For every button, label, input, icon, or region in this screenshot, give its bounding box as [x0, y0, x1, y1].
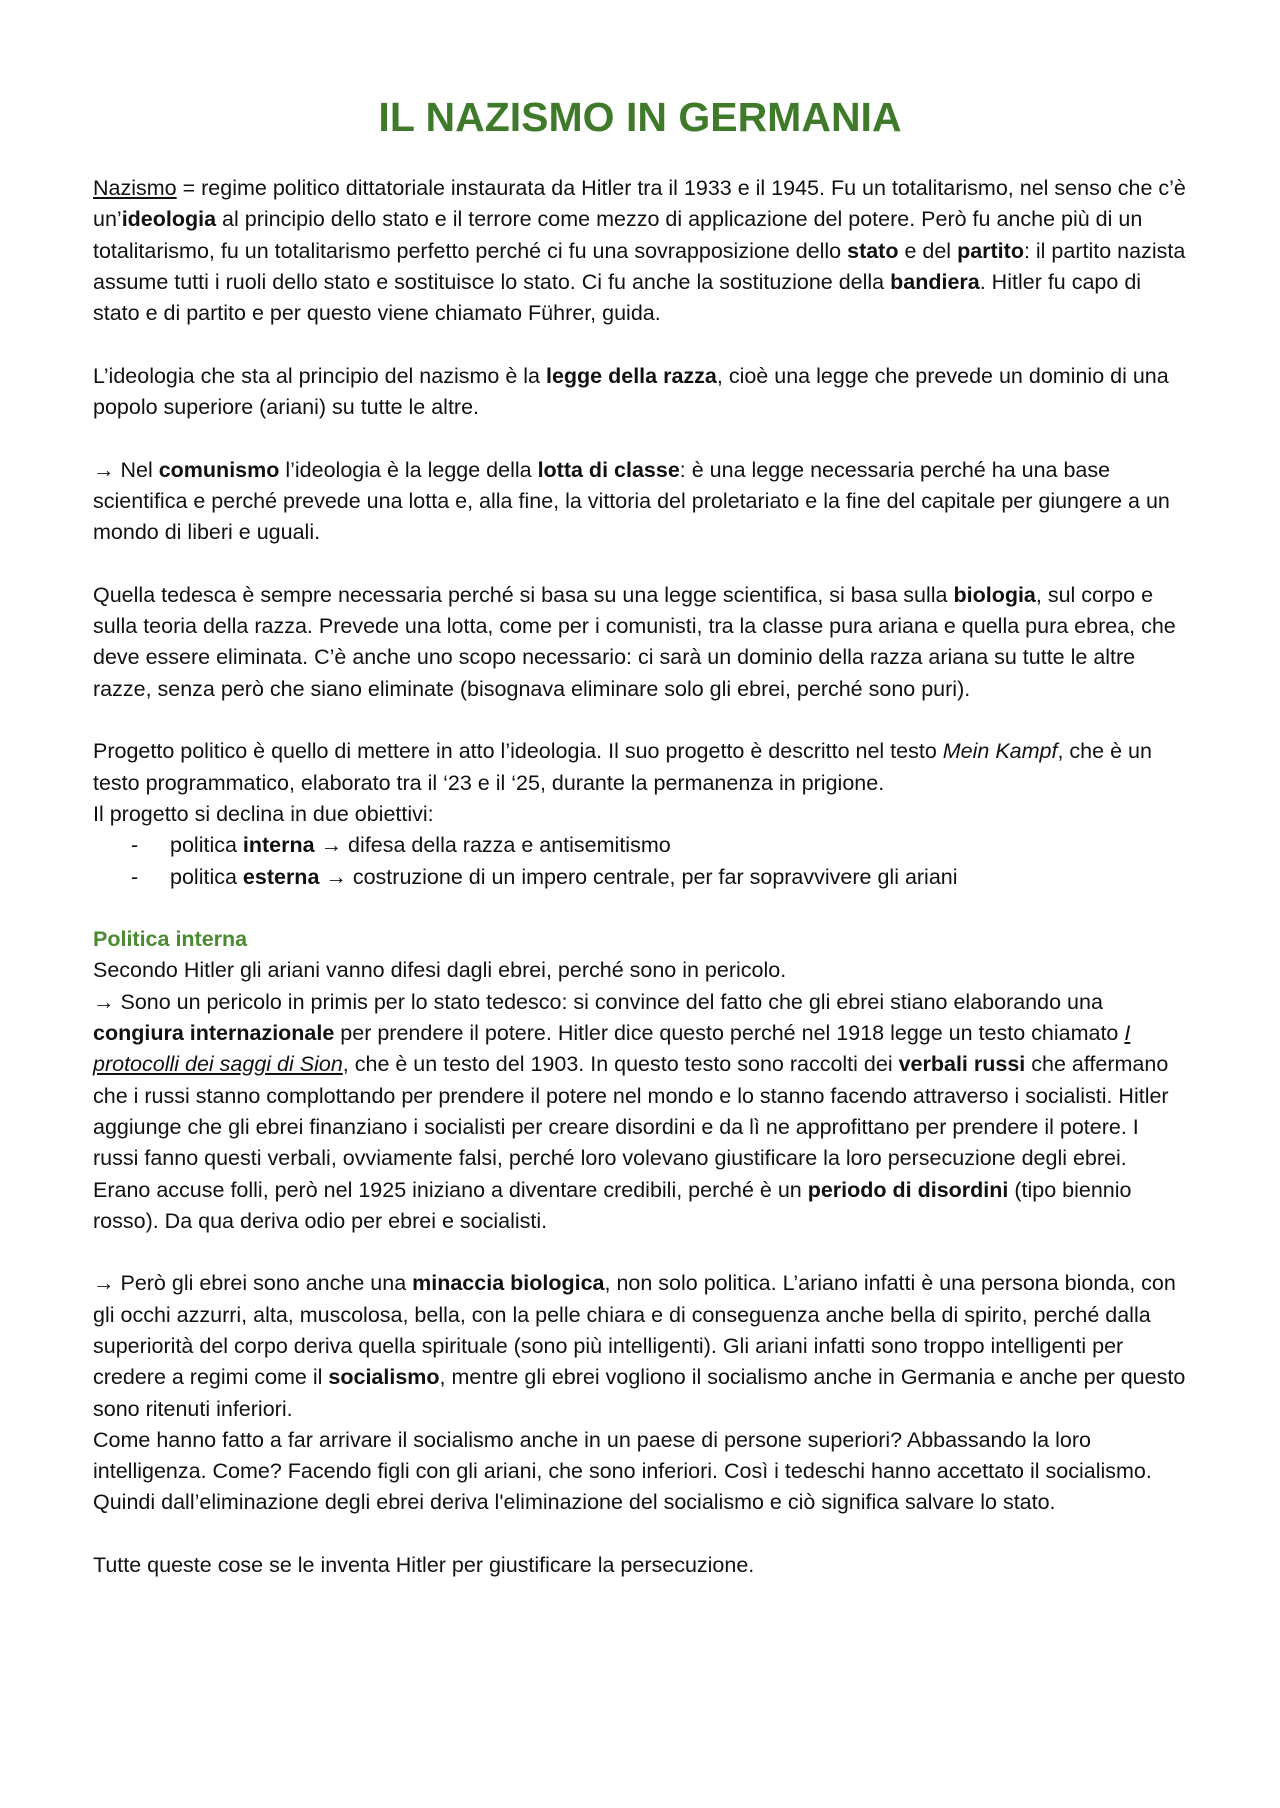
paragraph-definition [93, 173, 1187, 329]
bold-verbali-russi: verbali russi [898, 1052, 1026, 1077]
text-run: per prendere il potere. Hitler dice questo perché nel 1918 legge un testo chiamato [334, 1021, 1125, 1046]
text-run: (tipo biennio rosso). Da qua deriva odio per ebrei e socialisti. [93, 1177, 1132, 1233]
text-run: , che è un testo programmatico, elaborato tra il ‘23 e il ‘25, durante la permanenza in prigione. [93, 739, 1152, 795]
paragraph-tedesca [93, 580, 1187, 705]
italic-mein-kampf: Mein Kampf [942, 739, 1058, 764]
bullet-dash: - [131, 833, 139, 858]
paragraph-minaccia [93, 1268, 1187, 1424]
bold-periodo-di-disordini: periodo di disordini [807, 1177, 1009, 1202]
bold-comunismo: comunismo [158, 457, 280, 482]
text-run: Progetto politico è quello di mettere in atto l’ideologia. Il suo progetto è descritto nel testo [93, 739, 943, 764]
text-run: L’ideologia che sta al principio del nazismo è la [93, 363, 546, 388]
text-run: Quella tedesca è sempre necessaria perché si basa su una legge scientifica, si basa sulla [93, 582, 954, 607]
text-run: = regime politico dittatoriale instaurata da Hitler tra il 1933 e il 1945. Fu un totalitarismo, nel senso che c’è un’ [93, 176, 1186, 232]
text-run: : è una legge necessaria perché ha una base scientifica e perché prevede una lotta e, alla fine, la vittoria del proletariato e la fine del capitale per giungere a un mondo di liberi e uguali. [93, 457, 1170, 545]
paragraph-socialismo: Come hanno fatto a far arrivare il socialismo anche in un paese di persone superiori? Abbassando la loro intelligenza. Come? Facendo figli con gli ariani, che sono inferiori. Così i tedeschi hanno accettato il socialismo. Quindi dall’eliminazione degli ebrei deriva l'eliminazione del socialismo e ciò significa salvare lo stato. [93, 1427, 1152, 1515]
bold-bandiera: bandiera [890, 269, 980, 294]
bold-biologia: biologia [953, 582, 1036, 607]
text-run: → Nel [93, 457, 159, 482]
document-body [93, 173, 1187, 1581]
paragraph-ideologia [93, 361, 1187, 424]
text-run: , cioè una legge che prevede un dominio di una popolo superiore (ariani) su tutte le altre. [93, 363, 1169, 420]
term-nazismo: Nazismo [93, 176, 177, 200]
objectives-list [93, 830, 1187, 893]
text-run: politica [170, 864, 243, 889]
page-title: IL NAZISMO IN GERMANIA [378, 94, 902, 140]
text-run: , che è un testo del 1903. In questo testo sono raccolti dei [342, 1052, 899, 1077]
bold-lotta-di-classe: lotta di classe [537, 457, 680, 482]
text-run: l’ideologia è la legge della [279, 457, 538, 482]
bold-stato: stato [847, 238, 899, 263]
text-run: → Però gli ebrei sono anche una [93, 1271, 413, 1296]
text-run: al principio dello stato e il terrore come mezzo di applicazione del potere. Però fu anche più di un totalitarismo, fu un totalitarismo perfetto perché ci fu una sovrapposizione dello [93, 207, 1143, 263]
text-run: che affermano che i russi stanno complottando per prendere il potere nel mondo e lo stanno facendo attraverso i socialisti. Hitler aggiunge che gli ebrei finanziano i socialisti per creare disordini e da lì ne approfittano per prendere il potere. I russi fanno questi verbali, ovviamente falsi, perché loro volevano giustificare la loro persecuzione degli ebrei. [93, 1052, 1169, 1171]
bold-socialismo: socialismo [328, 1365, 440, 1390]
paragraph-accuse [93, 1175, 1187, 1238]
bold-partito: partito [957, 238, 1024, 263]
text-run: → Sono un pericolo in primis per lo stato tedesco: si convince del fatto che gli ebrei stiano elaborando una [93, 989, 1103, 1014]
bold-ideologia: ideologia [121, 207, 217, 232]
bold-esterna: esterna [242, 864, 320, 889]
paragraph-obiettivi: Il progetto si declina in due obiettivi: [93, 801, 434, 826]
text-run: : il partito nazista assume tutti i ruoli dello stato e sostituisce lo stato. Ci fu anche la sostituzione della [93, 238, 1186, 294]
bold-congiura-internazionale: congiura internazionale [93, 1021, 335, 1046]
italic-protocolli-title: I protocolli dei saggi di Sion [93, 1021, 1131, 1077]
text-run: . Hitler fu capo di stato e di partito e per questo viene chiamato Führer, guida. [93, 269, 1142, 326]
list-item [93, 862, 1187, 893]
bold-minaccia-biologica: minaccia biologica [412, 1271, 605, 1296]
paragraph-comunismo [93, 455, 1187, 549]
text-run: Erano accuse folli, però nel 1925 iniziano a diventare credibili, perché è un [93, 1177, 808, 1202]
text-run: , mentre gli ebrei vogliono il socialismo anche in Germania e anche per questo sono ritenuti inferiori. [93, 1365, 1186, 1421]
text-run: → difesa della razza e antisemitismo [314, 833, 671, 858]
bold-legge-della-razza: legge della razza [545, 363, 717, 388]
paragraph-progetto [93, 736, 1187, 799]
section-heading-politica-interna: Politica interna [93, 927, 248, 952]
text-run: politica [170, 833, 243, 858]
text-run: , non solo politica. L’ariano infatti è una persona bionda, con gli occhi azzurri, alta, muscolosa, bella, con la pelle chiara e di conseguenza anche bella di spirito, perché dalla superiorità del corpo deriva quella spirituale (sono più intelligenti). Gli ariani infatti sono troppo intelligenti per credere a regimi come il [93, 1271, 1176, 1390]
paragraph-conclusione: Tutte queste cose se le inventa Hitler per giustificare la persecuzione. [93, 1553, 755, 1578]
paragraph-congiura [93, 987, 1187, 1175]
list-item [93, 830, 1187, 861]
paragraph-pericolo: Secondo Hitler gli ariani vanno difesi dagli ebrei, perché sono in pericolo. [93, 958, 787, 983]
text-run: → costruzione di un impero centrale, per far sopravvivere gli ariani [319, 864, 958, 889]
bullet-dash: - [131, 864, 139, 889]
bold-interna: interna [242, 833, 315, 858]
text-run: e del [898, 238, 958, 263]
text-run: , sul corpo e sulla teoria della razza. Prevede una lotta, come per i comunisti, tra la classe pura ariana e quella pura ebrea, che deve essere eliminata. C’è anche uno scopo necessario: ci sarà un dominio della razza ariana su tutte le altre razze, senza però che siano eliminate (bisognava eliminare solo gli ebrei, perché sono puri). [93, 582, 1176, 701]
